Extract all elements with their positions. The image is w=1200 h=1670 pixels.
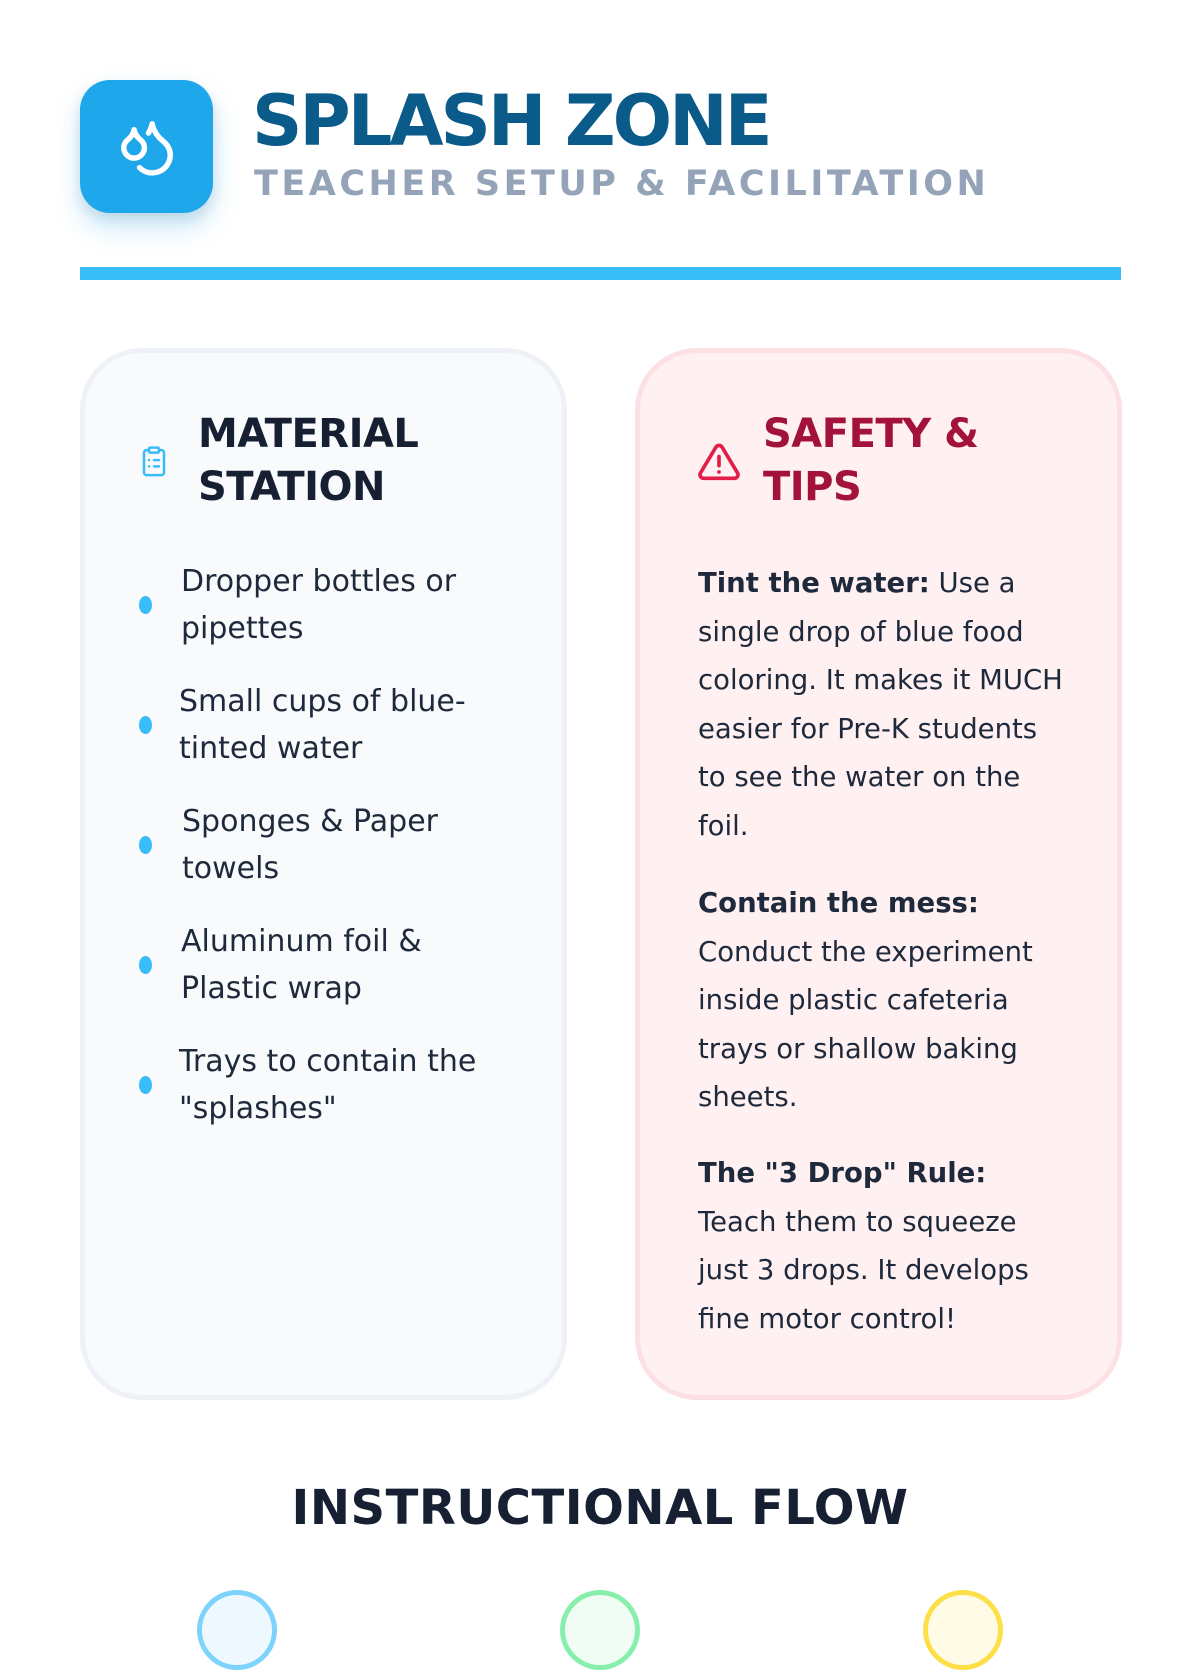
- tip-label: Contain the mess:: [698, 887, 979, 919]
- clipboard-list-icon: [139, 445, 169, 483]
- list-item-line: towels: [182, 851, 280, 886]
- list-item-text: [181, 918, 511, 1012]
- tip-label: Tint the water:: [698, 567, 930, 599]
- list-item-line: pipettes: [181, 611, 304, 646]
- warning-triangle-icon: [697, 442, 741, 486]
- water-droplets-icon: [116, 116, 178, 178]
- list-item-line: "splashes": [179, 1091, 337, 1126]
- safety-tips-title-line2: TIPS: [763, 464, 862, 510]
- material-station-title: [198, 408, 418, 514]
- material-station-title-line1: MATERIAL: [198, 411, 419, 457]
- page-title: SPLASH ZONE: [252, 80, 770, 162]
- header-divider: [80, 267, 1121, 280]
- list-item-text: [179, 1038, 509, 1132]
- list-item-line: Sponges & Paper: [182, 804, 439, 839]
- flow-step-circle-3: [923, 1590, 1003, 1670]
- list-item-line: Plastic wrap: [181, 971, 362, 1006]
- bullet-dot: [139, 1076, 152, 1094]
- bullet-dot: [139, 836, 152, 854]
- bullet-dot: [139, 596, 152, 614]
- tip-paragraph: [698, 559, 1070, 850]
- logo-tile: [80, 80, 213, 213]
- material-station-title-line2: STATION: [198, 464, 385, 510]
- safety-tips-title: [763, 408, 978, 514]
- list-item-line: tinted water: [179, 731, 363, 766]
- tip-text: Teach them to squeeze just 3 drops. It develops fine motor control!: [698, 1205, 1029, 1335]
- list-item-text: [179, 678, 509, 772]
- list-item-text: [182, 798, 512, 892]
- bullet-dot: [139, 956, 152, 974]
- tip-paragraph: [698, 879, 1070, 1122]
- page-subtitle: TEACHER SETUP & FACILITATION: [254, 164, 990, 204]
- instructional-flow-heading: INSTRUCTIONAL FLOW: [291, 1480, 909, 1536]
- safety-tips-card: [635, 348, 1122, 1400]
- flow-step-circle-1: [197, 1590, 277, 1670]
- list-item-line: Trays to contain the: [179, 1044, 477, 1079]
- tip-text: Use a single drop of blue food coloring. It makes it MUCH easier for Pre-K students to see the water on the foil.: [698, 567, 1063, 842]
- bullet-dot: [139, 716, 152, 734]
- tip-label: The "3 Drop" Rule:: [698, 1157, 987, 1189]
- tip-paragraph: [698, 1149, 1070, 1343]
- list-item-line: Small cups of blue-: [179, 684, 466, 719]
- list-item-line: Aluminum foil &: [181, 924, 422, 959]
- material-station-card: [80, 348, 567, 1400]
- list-item-line: Dropper bottles or: [181, 564, 457, 599]
- list-item-text: [181, 558, 511, 652]
- flow-step-circle-2: [560, 1590, 640, 1670]
- tip-text: Conduct the experiment inside plastic cafeteria trays or shallow baking sheets.: [698, 935, 1033, 1113]
- safety-tips-title-line1: SAFETY &: [763, 411, 979, 457]
- header: [80, 80, 1120, 220]
